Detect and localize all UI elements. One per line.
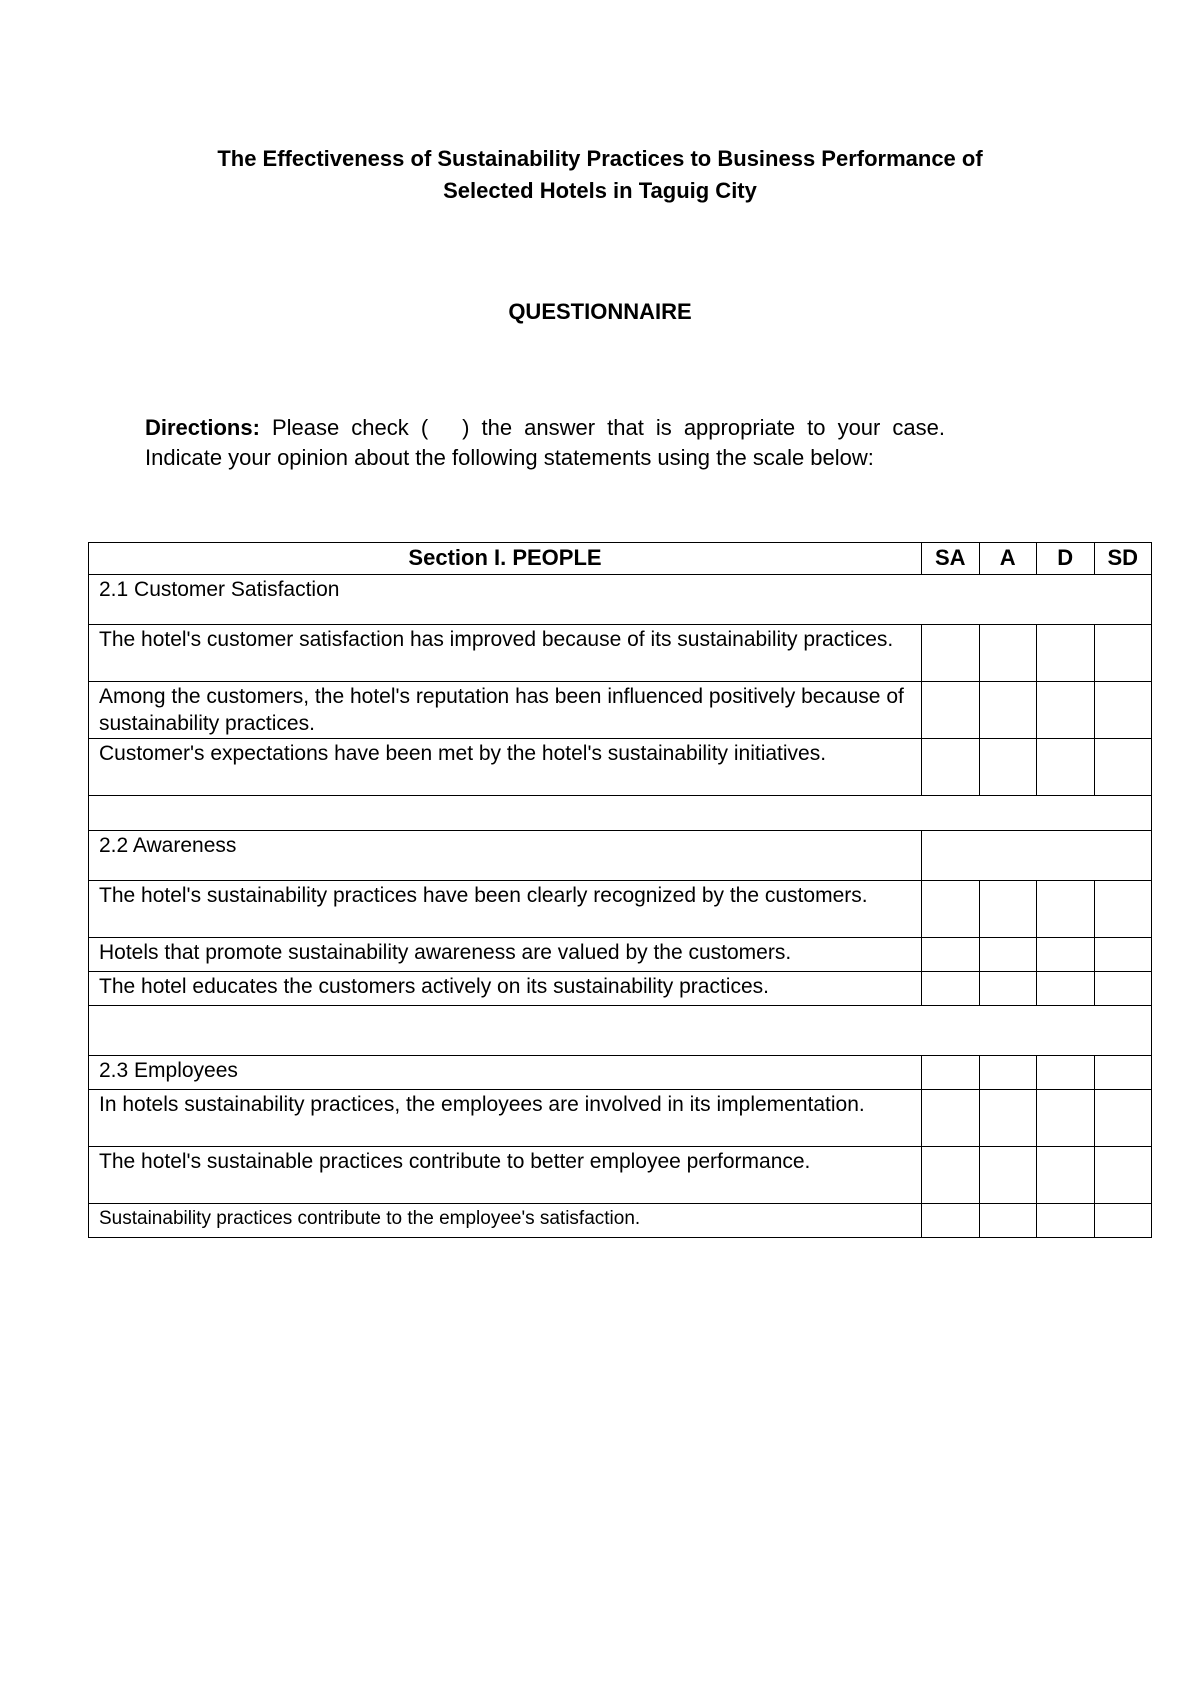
statement-text: In hotels sustainability practices, the employees are involved in its implementation. [89, 1090, 922, 1147]
spacer-cell [89, 796, 1152, 831]
table-row [89, 625, 1152, 682]
subsection-heading: 2.2 Awareness [89, 831, 922, 881]
statement-text: Sustainability practices contribute to the employee's satisfaction. [89, 1204, 922, 1238]
checkbox-sd[interactable] [1094, 682, 1152, 739]
statement-text: The hotel's customer satisfaction has improved because of its sustainability practices. [89, 625, 922, 682]
checkbox-a[interactable] [979, 938, 1037, 972]
checkbox-d[interactable] [1037, 739, 1095, 796]
checkbox-a[interactable] [979, 972, 1037, 1006]
spacer-row [89, 1006, 1152, 1056]
table-row [89, 938, 1152, 972]
checkbox-d[interactable] [1037, 1056, 1095, 1090]
checkbox-sd[interactable] [1094, 881, 1152, 938]
checkbox-d[interactable] [1037, 881, 1095, 938]
statement-text: Among the customers, the hotel's reputation has been influenced positively because of sustainability practices. [89, 682, 922, 739]
directions-label: Directions: [145, 415, 260, 440]
subsection-heading: 2.3 Employees [89, 1056, 922, 1090]
statement-text: The hotel's sustainability practices have been clearly recognized by the customers. [89, 881, 922, 938]
checkbox-a[interactable] [979, 739, 1037, 796]
checkbox-sd[interactable] [1094, 1147, 1152, 1204]
directions-text-1: Please check ( [271, 415, 429, 440]
questionnaire-table [88, 542, 1152, 1238]
title-line-1: The Effectiveness of Sustainability Practices to Business Performance of [217, 146, 983, 171]
document-title [0, 143, 1200, 207]
table-row [89, 881, 1152, 938]
checkbox-d[interactable] [1037, 938, 1095, 972]
checkbox-a[interactable] [979, 682, 1037, 739]
scale-sa: SA [922, 543, 980, 575]
scale-sd: SD [1094, 543, 1152, 575]
checkbox-a[interactable] [979, 1204, 1037, 1238]
checkbox-sa[interactable] [922, 972, 980, 1006]
checkbox-sa[interactable] [922, 1147, 980, 1204]
checkbox-sd[interactable] [1094, 625, 1152, 682]
subsection-heading: 2.1 Customer Satisfaction [89, 575, 1152, 625]
checkbox-sd[interactable] [1094, 972, 1152, 1006]
checkbox-d[interactable] [1037, 1204, 1095, 1238]
section-header: Section I. PEOPLE [89, 543, 922, 575]
scale-a: A [979, 543, 1037, 575]
subsection-row [89, 1056, 1152, 1090]
table-row [89, 739, 1152, 796]
checkbox-sa[interactable] [922, 1204, 980, 1238]
checkbox-a[interactable] [979, 1056, 1037, 1090]
checkbox-sd[interactable] [1094, 938, 1152, 972]
directions-paragraph [145, 413, 945, 473]
table-row [89, 1147, 1152, 1204]
checkbox-sd[interactable] [1094, 739, 1152, 796]
checkbox-a[interactable] [979, 881, 1037, 938]
directions-text-2: ) the answer that is appropriate to your case. Indicate your opinion about the following statements using the scale below: [145, 415, 945, 470]
checkbox-sa[interactable] [922, 1056, 980, 1090]
checkbox-sa[interactable] [922, 682, 980, 739]
checkbox-d[interactable] [1037, 625, 1095, 682]
subsection-scale-blank [922, 831, 1152, 881]
checkbox-d[interactable] [1037, 972, 1095, 1006]
scale-d: D [1037, 543, 1095, 575]
checkbox-sd[interactable] [1094, 1090, 1152, 1147]
statement-text: The hotel's sustainable practices contribute to better employee performance. [89, 1147, 922, 1204]
checkbox-d[interactable] [1037, 682, 1095, 739]
table-header-row [89, 543, 1152, 575]
checkbox-sd[interactable] [1094, 1204, 1152, 1238]
checkbox-a[interactable] [979, 1090, 1037, 1147]
checkbox-sa[interactable] [922, 625, 980, 682]
table-row [89, 972, 1152, 1006]
checkbox-a[interactable] [979, 1147, 1037, 1204]
checkbox-sa[interactable] [922, 881, 980, 938]
table-row [89, 1204, 1152, 1238]
subsection-row [89, 575, 1152, 625]
statement-text: Customer's expectations have been met by the hotel's sustainability initiatives. [89, 739, 922, 796]
checkbox-d[interactable] [1037, 1090, 1095, 1147]
checkbox-sa[interactable] [922, 739, 980, 796]
statement-text: The hotel educates the customers actively on its sustainability practices. [89, 972, 922, 1006]
table-row [89, 682, 1152, 739]
questionnaire-heading: QUESTIONNAIRE [508, 299, 692, 324]
checkbox-sa[interactable] [922, 938, 980, 972]
checkbox-a[interactable] [979, 625, 1037, 682]
table-row [89, 1090, 1152, 1147]
title-line-2: Selected Hotels in Taguig City [443, 178, 757, 203]
checkbox-sa[interactable] [922, 1090, 980, 1147]
spacer-row [89, 796, 1152, 831]
subsection-row [89, 831, 1152, 881]
checkbox-sd[interactable] [1094, 1056, 1152, 1090]
statement-text: Hotels that promote sustainability awareness are valued by the customers. [89, 938, 922, 972]
checkbox-d[interactable] [1037, 1147, 1095, 1204]
spacer-cell [89, 1006, 1152, 1056]
